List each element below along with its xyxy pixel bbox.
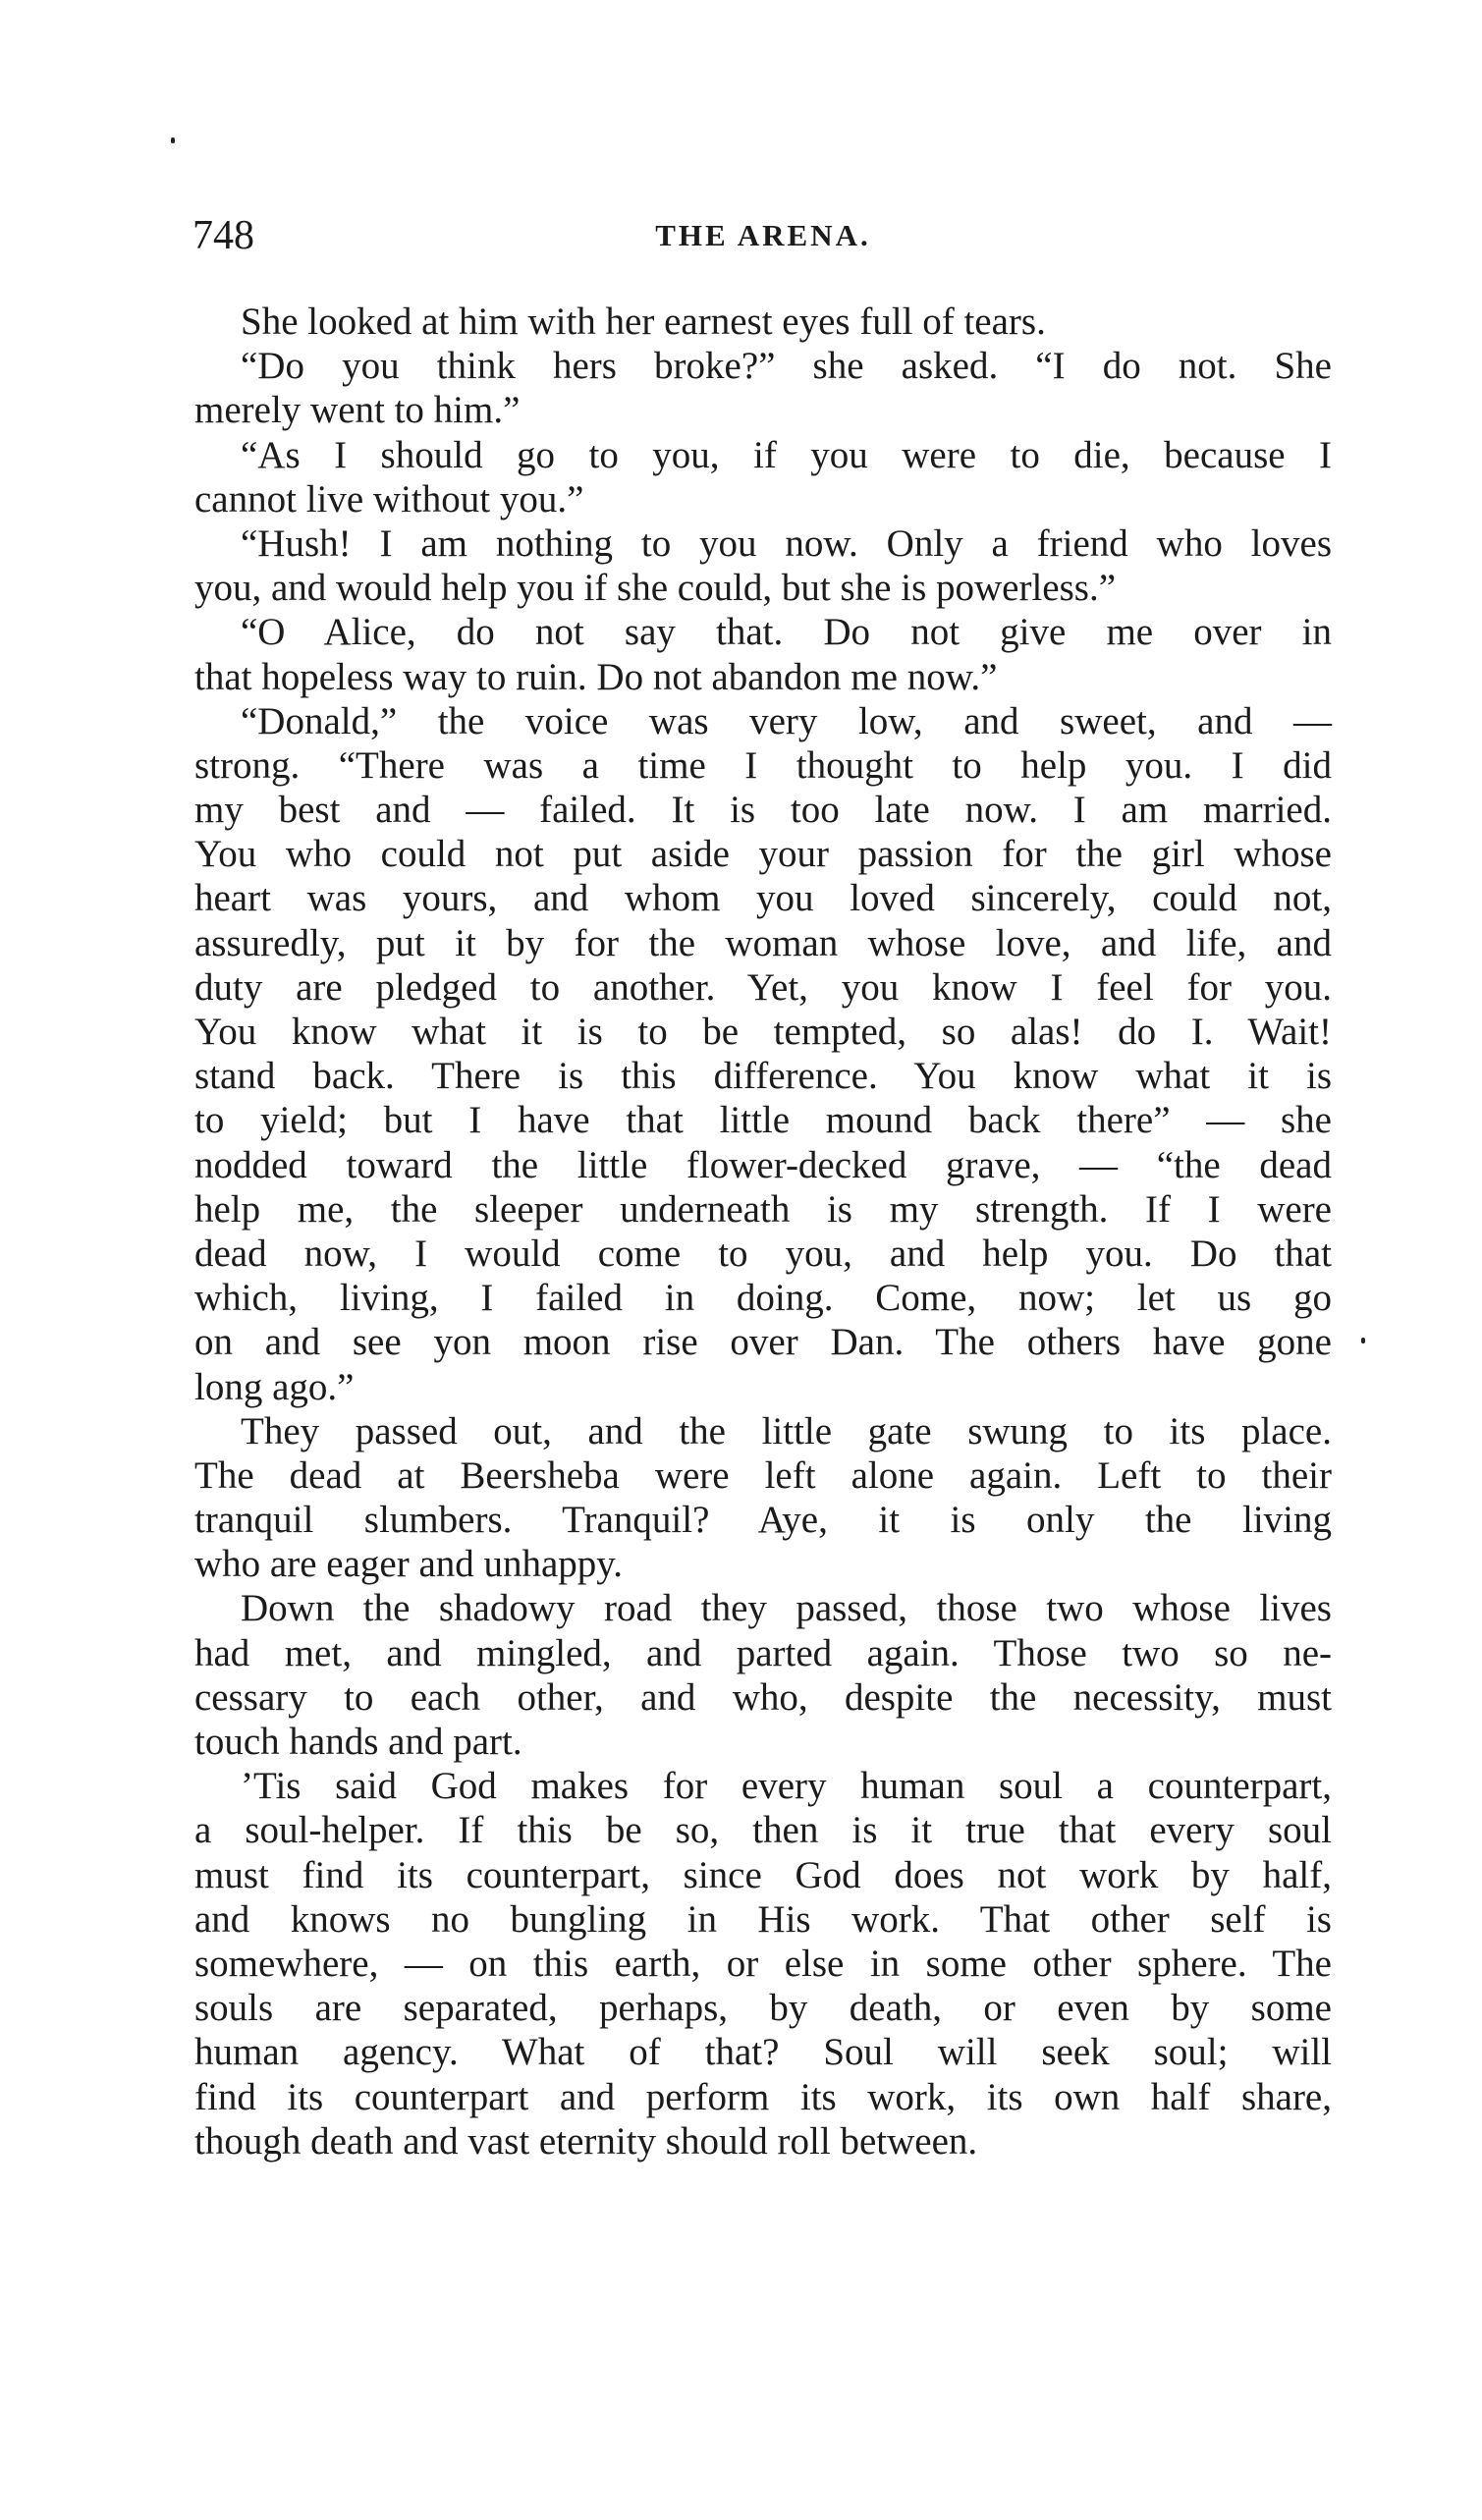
text-line: find its counterpart and perform its work, its own half share, [194, 2075, 1332, 2118]
text-line: had met, and mingled, and parted again. Those two so ne- [194, 1631, 1332, 1674]
text-line: somewhere, — on this earth, or else in some other sphere. The [194, 1942, 1332, 1985]
text-line: ’Tis said God makes for every human soul a counterpart, [241, 1765, 1332, 1808]
page-header [192, 208, 1334, 263]
text-line: cannot live without you.” [194, 477, 584, 520]
text-line: heart was yours, and whom you loved sincerely, could not, [194, 877, 1332, 920]
text-line: my best and — failed. It is too late now. I am married. [194, 789, 1332, 832]
text-line: must find its counterpart, since God does not work by half, [194, 1853, 1332, 1896]
text-line: long ago.” [194, 1365, 355, 1408]
text-line: “Do you think hers broke?” she asked. “I do not. She [241, 345, 1332, 388]
text-line: assuredly, put it by for the woman whose love, and life, and [194, 921, 1332, 964]
text-line: who are eager and unhappy. [194, 1543, 624, 1586]
text-line: and knows no bungling in His work. That other self is [194, 1897, 1332, 1941]
text-line: The dead at Beersheba were left alone again. Left to their [194, 1453, 1332, 1497]
text-line: Down the shadowy road they passed, those two whose lives [241, 1587, 1332, 1630]
text-line: help me, the sleeper underneath is my strength. If I were [194, 1187, 1332, 1231]
text-line: She looked at him with her earnest eyes full of tears. [241, 301, 1046, 343]
text-line: to yield; but I have that little mound back there” — she [194, 1099, 1332, 1142]
text-line: souls are separated, perhaps, by death, or even by some [194, 1987, 1332, 2030]
text-line: “O Alice, do not say that. Do not give me over in [241, 611, 1332, 654]
text-line: strong. “There was a time I thought to help you. I did [194, 743, 1332, 787]
text-line: duty are pledged to another. Yet, you know I feel for you. [194, 965, 1332, 1009]
text-line: cessary to each other, and who, despite the necessity, must [194, 1675, 1332, 1719]
text-line: stand back. There is this difference. You know what it is [194, 1055, 1332, 1098]
text-line: that hopeless way to ruin. Do not abandon me now.” [194, 655, 998, 698]
text-line: They passed out, and the little gate swung to its place. [241, 1409, 1332, 1452]
text-line: which, living, I failed in doing. Come, now; let us go [194, 1277, 1332, 1320]
text-line: you, and would help you if she could, but she is powerless.” [194, 567, 1117, 610]
page-number: 748 [192, 213, 254, 258]
text-line: touch hands and part. [194, 1721, 522, 1763]
text-line: tranquil slumbers. Tranquil? Aye, it is only the living [194, 1499, 1332, 1542]
text-line: though death and vast eternity should roll between. [194, 2119, 978, 2163]
text-line: “As I should go to you, if you were to die, because I [241, 433, 1332, 476]
ink-speck [171, 137, 175, 143]
text-line: You know what it is to be tempted, so alas! do I. Wait! [194, 1011, 1332, 1053]
text-line: human agency. What of that? Soul will seek soul; will [194, 2031, 1332, 2074]
running-title: THE ARENA. [655, 218, 871, 252]
text-line: merely went to him.” [194, 389, 521, 432]
text-line: nodded toward the little flower-decked grave, — “the dead [194, 1143, 1332, 1186]
text-line: “Donald,” the voice was very low, and sweet, and — [241, 699, 1332, 742]
text-line: a soul-helper. If this be so, then is it true that every soul [194, 1809, 1332, 1852]
text-line: on and see yon moon rise over Dan. The others have gone [194, 1321, 1332, 1364]
text-line: dead now, I would come to you, and help you. Do that [194, 1232, 1332, 1275]
text-line: You who could not put aside your passion for the girl whose [194, 833, 1332, 876]
text-line: “Hush! I am nothing to you now. Only a friend who loves [241, 521, 1332, 565]
ink-speck [1361, 1338, 1365, 1343]
body-text [194, 300, 1332, 2164]
